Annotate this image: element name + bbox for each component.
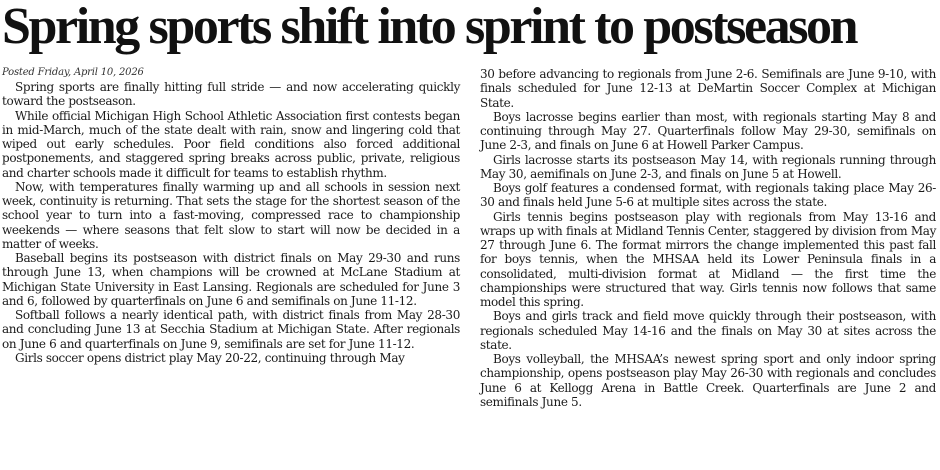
paragraph: Boys and girls track and field move quickly through their postseason, with regionals scheduled May 14-16 and the finals on May 30 at sites across the state. [480, 309, 936, 352]
paragraph: Baseball begins its postseason with district finals on May 29-30 and runs through June 13, when champions will be crowned at McLane Stadium at Michigan State University in East Lansing. Regionals are scheduled for June 3 and 6, followed by quarterfinals on June 6 and semifinals on June 11-12. [2, 251, 460, 308]
article-column-right [480, 67, 936, 409]
paragraph: Now, with temperatures finally warming up and all schools in session next week, continuity is returning. That sets the stage for the shortest season of the school year to turn into a fast-moving, compressed race to championship weekends — where seasons that felt slow to start will now be decided in a matter of weeks. [2, 179, 460, 251]
paragraph: Boys golf features a condensed format, with regionals taking place May 26-30 and finals held June 5-6 at multiple sites across the state. [480, 181, 936, 210]
paragraph: Boys volleyball, the MHSAA’s newest spring sport and only indoor spring championship, opens postseason play May 26-30 with regionals and concludes June 6 at Kellogg Arena in Battle Creek. Quarterfinals are June 2 and semifinals June 5. [480, 352, 936, 409]
paragraph: Softball follows a nearly identical path, with district finals from May 28-30 and concluding June 13 at Secchia Stadium at Michigan State. After regionals on June 6 and quarterfinals on June 9, semifinals are set for June 11-12. [2, 308, 460, 351]
paragraph-continued: 30 before advancing to regionals from June 2-6. Semifinals are June 9-10, with finals scheduled for June 12-13 at DeMartin Soccer Complex at Michigan State. [480, 67, 936, 110]
headline: Spring sports shift into sprint to postseason [2, 0, 857, 55]
paragraph: Spring sports are finally hitting full stride — and now accelerating quickly toward the postseason. [2, 80, 460, 109]
paragraph: Girls lacrosse starts its postseason May 14, with regionals running through May 30, aemifinals on June 2-3, and finals on June 5 at Howell. [480, 152, 936, 181]
paragraph: Boys lacrosse begins earlier than most, with regionals starting May 8 and continuing through May 27. Quarterfinals follow May 29-30, semifinals on June 2-3, and finals on June 6 at Howell Parker Campus. [480, 109, 936, 153]
paragraph: Girls tennis begins postseason play with regionals from May 13-16 and wraps up with finals at Midland Tennis Center, staggered by division from May 27 through June 6. The format mirrors the change implemented this past fall for boys tennis, when the MHSAA held its Lower Peninsula finals in a consolidated, multi-division format at Midland — the first time the championships were structured that way. Girls tennis now follows that same model this spring. [480, 209, 936, 309]
dateline: Posted Friday, April 10, 2026 [2, 67, 144, 78]
paragraph: While official Michigan High School Athletic Association first contests began in mid-March, much of the state dealt with rain, snow and lingering cold that wiped out early schedules. Poor field conditions also forced additional postponements, and staggered spring breaks across public, private, religious and charter schools made it difficult for teams to establish rhythm. [2, 108, 460, 180]
article-column-left [2, 66, 460, 365]
paragraph: Girls soccer opens district play May 20-22, continuing through May [15, 350, 405, 365]
